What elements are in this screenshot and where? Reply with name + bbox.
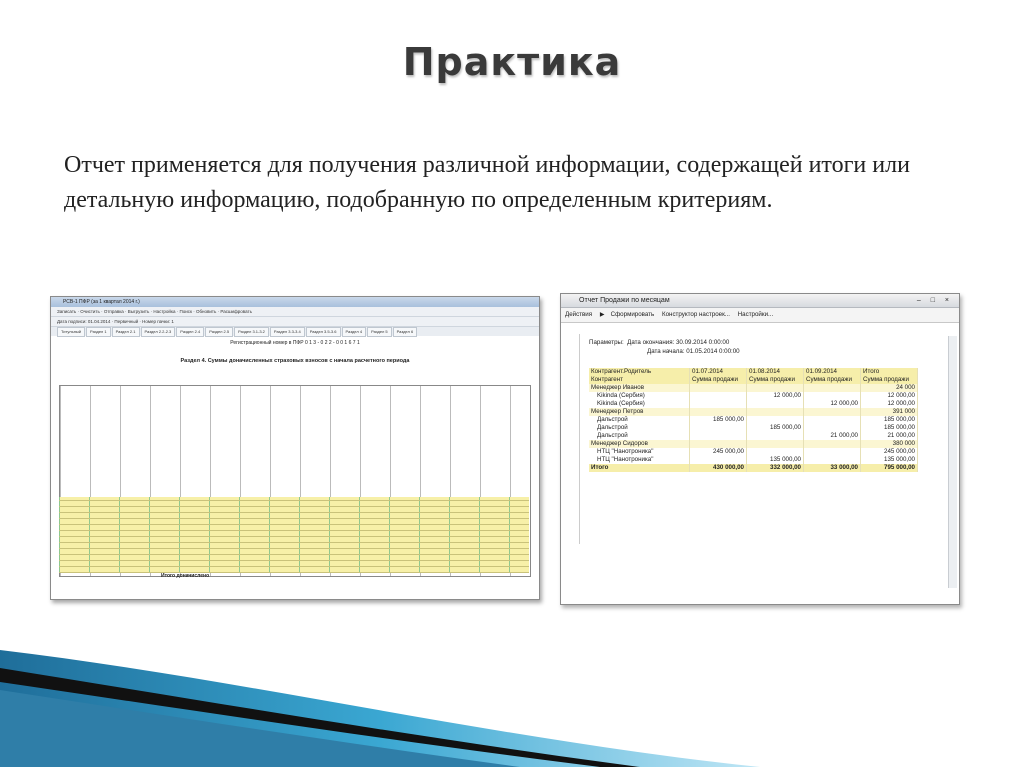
row-name: Итого <box>589 464 690 472</box>
form-input-area <box>59 497 529 573</box>
report-params <box>589 338 740 356</box>
row-name: Менеджер Петров <box>589 408 690 416</box>
cell: 795 000,00 <box>861 464 918 472</box>
form-section-title: Раздел 4. Суммы доначисленных страховых взносов с начала расчетного периода <box>180 358 410 364</box>
generate-button: Сформировать <box>610 311 655 318</box>
table-row <box>589 424 918 432</box>
header-cell: Сумма продажи <box>690 376 747 384</box>
cell: 185 000,00 <box>861 424 918 432</box>
table-row <box>589 392 918 400</box>
cell <box>747 440 804 448</box>
form-tabs <box>51 327 539 336</box>
cell <box>690 440 747 448</box>
cell <box>747 416 804 424</box>
row-name: НТЦ "Нанотроника" <box>589 456 690 464</box>
form-tab: Раздел 3.5-3.6 <box>306 327 341 337</box>
row-name: НТЦ "Нанотроника" <box>589 448 690 456</box>
form-total-label: Итого доначислено <box>161 573 210 579</box>
cell: 135 000,00 <box>747 456 804 464</box>
vertical-scrollbar <box>948 336 957 588</box>
report-table <box>589 368 918 472</box>
group-gutter <box>567 334 580 544</box>
row-name: Дальстрой <box>589 432 690 440</box>
cell: 430 000,00 <box>690 464 747 472</box>
report-title-text: Отчет Продажи по месяцам <box>579 297 670 304</box>
form-tab: Раздел 1 <box>86 327 111 337</box>
cell: 12 000,00 <box>861 400 918 408</box>
cell <box>804 392 861 400</box>
row-name: Kikinda (Сербия) <box>589 400 690 408</box>
cell <box>747 448 804 456</box>
builder-button: Конструктор настроек... <box>661 311 730 318</box>
form-tab: Раздел 3.1-3.2 <box>234 327 269 337</box>
header-cell: Контрагент.Родитель <box>589 368 690 376</box>
cell <box>747 432 804 440</box>
sales-report-screenshot <box>560 293 960 605</box>
form-tab: Титульный <box>57 327 85 337</box>
cell: 21 000,00 <box>861 432 918 440</box>
row-name: Менеджер Иванов <box>589 384 690 392</box>
cell: 185 000,00 <box>747 424 804 432</box>
cell: 185 000,00 <box>861 416 918 424</box>
cell: 33 000,00 <box>804 464 861 472</box>
cell: 332 000,00 <box>747 464 804 472</box>
cell: 12 000,00 <box>861 392 918 400</box>
table-row <box>589 440 918 448</box>
header-cell: Сумма продажи <box>804 376 861 384</box>
settings-button: Настройки... <box>737 311 774 318</box>
cell <box>747 400 804 408</box>
actions-menu: Действия <box>565 311 593 318</box>
cell <box>690 392 747 400</box>
report-toolbar <box>561 308 959 323</box>
header-cell: Контрагент <box>589 376 690 384</box>
cell: 12 000,00 <box>804 400 861 408</box>
cell: 380 000 <box>861 440 918 448</box>
header-cell: 01.08.2014 <box>747 368 804 376</box>
table-row <box>589 432 918 440</box>
form-tab: Раздел 2.2-2.3 <box>141 327 176 337</box>
form-tab: Раздел 3.3-3.4 <box>270 327 305 337</box>
table-total-row <box>589 464 918 472</box>
cell <box>690 424 747 432</box>
cell <box>690 408 747 416</box>
row-name: Дальстрой <box>589 416 690 424</box>
cell: 245 000,00 <box>690 448 747 456</box>
cell: 24 000 <box>861 384 918 392</box>
form-settings-row: Дата подписи: 01.04.2014 · Первичный · Номер пачки: 1 <box>51 317 539 327</box>
header-cell: Сумма продажи <box>747 376 804 384</box>
play-icon: ▶ <box>599 311 605 318</box>
form-tab: Раздел 2.5 <box>205 327 233 337</box>
slide-title: Практика <box>402 40 622 84</box>
cell: 391 000 <box>861 408 918 416</box>
decorative-ribbon <box>0 620 1024 767</box>
form-tab: Раздел 2.1 <box>112 327 140 337</box>
cell <box>804 416 861 424</box>
cell <box>804 384 861 392</box>
form-tab: Раздел 2.4 <box>176 327 204 337</box>
param-start-date: Дата начала: 01.05.2014 0:00:00 <box>647 348 740 355</box>
form-toolbar: Записать · Очистить · Отправка · Выгрузить · Настройка · Поиск · Обновить · Расшифровать <box>51 307 539 317</box>
table-row <box>589 408 918 416</box>
cell <box>747 384 804 392</box>
cell <box>690 400 747 408</box>
slide-body-text: Отчет применяется для получения различной информации, содержащей итоги или детальную информацию, подобранную по определенным критериям. <box>64 152 910 213</box>
header-cell: Сумма продажи <box>861 376 918 384</box>
window-controls-icon: – □ × <box>916 297 953 304</box>
cell <box>804 440 861 448</box>
form-window-title: РСВ-1 ПФР (за 1 квартал 2014 г.) <box>51 297 539 307</box>
form-tab: Раздел 6 <box>393 327 418 337</box>
header-cell: Итого <box>861 368 918 376</box>
row-name: Менеджер Сидоров <box>589 440 690 448</box>
form-tab: Раздел 5 <box>367 327 392 337</box>
cell: 12 000,00 <box>747 392 804 400</box>
cell: 245 000,00 <box>861 448 918 456</box>
params-label: Параметры: <box>589 339 624 346</box>
header-cell: 01.09.2014 <box>804 368 861 376</box>
table-row <box>589 400 918 408</box>
cell <box>747 408 804 416</box>
row-name: Дальстрой <box>589 424 690 432</box>
table-row <box>589 456 918 464</box>
table-header-row <box>589 368 918 376</box>
table-row <box>589 416 918 424</box>
cell: 135 000,00 <box>861 456 918 464</box>
report-window-title <box>561 294 959 308</box>
param-end-date: Дата окончания: 30.09.2014 0:00:00 <box>627 339 730 346</box>
header-cell: 01.07.2014 <box>690 368 747 376</box>
table-header-row <box>589 376 918 384</box>
cell: 21 000,00 <box>804 432 861 440</box>
table-row <box>589 448 918 456</box>
cell <box>804 456 861 464</box>
cell <box>690 432 747 440</box>
cell <box>804 424 861 432</box>
cell <box>804 408 861 416</box>
cell <box>690 456 747 464</box>
table-row <box>589 384 918 392</box>
form-tab: Раздел 4 <box>342 327 367 337</box>
form-reg-number: Регистрационный номер в ПФР 0 1 3 - 0 2 2 - 0 0 1 6 7 1 <box>230 340 360 346</box>
cell <box>690 384 747 392</box>
row-name: Kikinda (Сербия) <box>589 392 690 400</box>
cell <box>804 448 861 456</box>
cell: 185 000,00 <box>690 416 747 424</box>
report-form-screenshot <box>50 296 540 600</box>
